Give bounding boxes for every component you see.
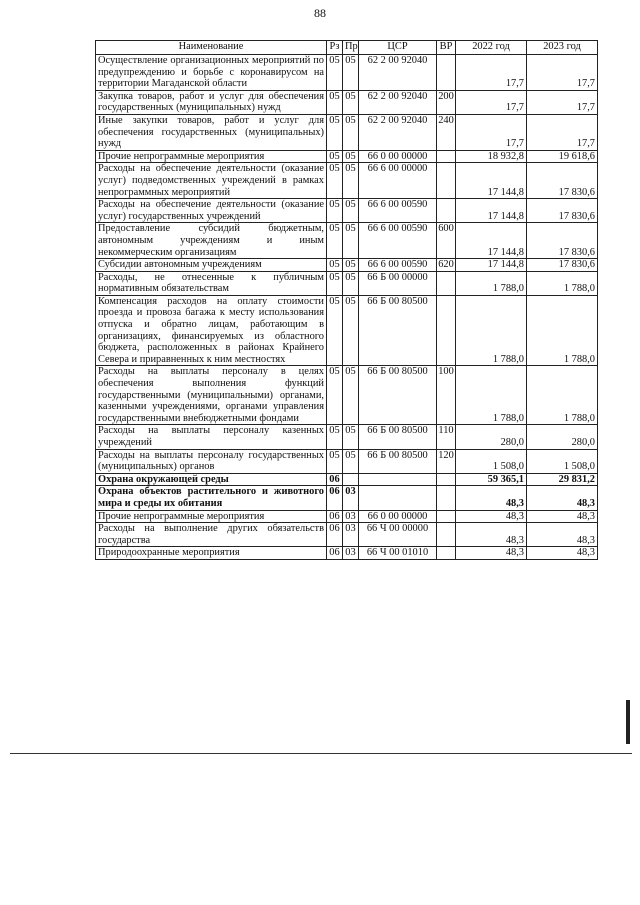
table-header-row bbox=[96, 41, 598, 55]
cell-csr: 66 Ч 00 00000 bbox=[359, 523, 437, 547]
cell-vr bbox=[437, 199, 456, 223]
cell-vr bbox=[437, 55, 456, 91]
cell-vr bbox=[437, 486, 456, 510]
cell-y2023: 17 830,6 bbox=[527, 163, 598, 199]
cell-csr: 66 0 00 00000 bbox=[359, 510, 437, 523]
table-body bbox=[96, 55, 598, 560]
cell-y2022: 18 932,8 bbox=[456, 150, 527, 163]
cell-name: Компенсация расходов на оплату стоимости проезда и провоза багажа к месту использования отпуска и обратно лицам, работающим в организациях, финансируемых из областного бюджета, расположенных в районах Крайнего Севера и приравненных к ним местностях bbox=[96, 295, 327, 366]
cell-y2022: 17 144,8 bbox=[456, 223, 527, 259]
cell-pr: 05 bbox=[343, 90, 359, 114]
cell-csr bbox=[359, 486, 437, 510]
cell-y2022: 48,3 bbox=[456, 510, 527, 523]
cell-name: Охрана окружающей среды bbox=[96, 473, 327, 486]
cell-vr: 100 bbox=[437, 366, 456, 425]
cell-pr: 05 bbox=[343, 55, 359, 91]
cell-vr bbox=[437, 163, 456, 199]
cell-vr bbox=[437, 271, 456, 295]
cell-name: Иные закупки товаров, работ и услуг для обеспечения государственных (муниципальных) нужд bbox=[96, 114, 327, 150]
table-row bbox=[96, 199, 598, 223]
cell-y2023: 1 508,0 bbox=[527, 449, 598, 473]
cell-vr bbox=[437, 523, 456, 547]
cell-y2023: 29 831,2 bbox=[527, 473, 598, 486]
cell-csr bbox=[359, 473, 437, 486]
table-row bbox=[96, 163, 598, 199]
cell-name: Расходы на обеспечение деятельности (оказание услуг) государственных учреждений bbox=[96, 199, 327, 223]
header-name: Наименование bbox=[96, 41, 327, 55]
cell-name: Расходы на выплаты персоналу государственных (муниципальных) органов bbox=[96, 449, 327, 473]
cell-pr: 03 bbox=[343, 486, 359, 510]
cell-y2023: 1 788,0 bbox=[527, 271, 598, 295]
table-row bbox=[96, 449, 598, 473]
cell-csr: 66 0 00 00000 bbox=[359, 150, 437, 163]
cell-vr bbox=[437, 295, 456, 366]
cell-csr: 66 6 00 00590 bbox=[359, 199, 437, 223]
cell-name: Осуществление организационных мероприятий по предупреждению и борьбе с коронавирусом на территории Магаданской области bbox=[96, 55, 327, 91]
cell-name: Субсидии автономным учреждениям bbox=[96, 259, 327, 272]
cell-y2022: 17,7 bbox=[456, 55, 527, 91]
table-row bbox=[96, 425, 598, 449]
scan-edge-mark bbox=[626, 700, 630, 744]
cell-rz: 06 bbox=[327, 486, 343, 510]
cell-rz: 05 bbox=[327, 55, 343, 91]
cell-y2022: 48,3 bbox=[456, 523, 527, 547]
cell-vr: 600 bbox=[437, 223, 456, 259]
cell-rz: 05 bbox=[327, 150, 343, 163]
cell-csr: 66 Б 00 80500 bbox=[359, 425, 437, 449]
cell-csr: 66 Б 00 80500 bbox=[359, 366, 437, 425]
cell-name: Природоохранные мероприятия bbox=[96, 547, 327, 560]
cell-name: Прочие непрограммные мероприятия bbox=[96, 510, 327, 523]
cell-vr bbox=[437, 547, 456, 560]
table-row bbox=[96, 547, 598, 560]
cell-pr: 03 bbox=[343, 547, 359, 560]
cell-vr bbox=[437, 150, 456, 163]
table-row bbox=[96, 486, 598, 510]
cell-rz: 06 bbox=[327, 510, 343, 523]
cell-pr: 05 bbox=[343, 199, 359, 223]
cell-rz: 05 bbox=[327, 271, 343, 295]
cell-rz: 05 bbox=[327, 366, 343, 425]
table-row bbox=[96, 223, 598, 259]
header-rz: Рз bbox=[327, 41, 343, 55]
cell-csr: 62 2 00 92040 bbox=[359, 90, 437, 114]
page-divider bbox=[10, 753, 632, 754]
cell-vr: 620 bbox=[438, 259, 454, 271]
cell-y2023: 17,7 bbox=[527, 90, 598, 114]
cell-y2023: 19 618,6 bbox=[527, 150, 598, 163]
cell-vr: 200 bbox=[437, 90, 456, 114]
cell-vr bbox=[437, 473, 456, 486]
cell-name: Расходы, не отнесенные к публичным нормативным обязательствам bbox=[96, 271, 327, 295]
table-row bbox=[96, 90, 598, 114]
cell-vr: 120 bbox=[437, 449, 456, 473]
cell-y2023: 17,7 bbox=[527, 114, 598, 150]
cell-y2022: 1 788,0 bbox=[456, 271, 527, 295]
cell-rz: 05 bbox=[327, 199, 343, 223]
cell-name: Прочие непрограммные мероприятия bbox=[96, 150, 327, 163]
cell-y2022: 48,3 bbox=[456, 486, 527, 510]
cell-pr: 05 bbox=[343, 271, 359, 295]
cell-y2023: 48,3 bbox=[527, 486, 598, 510]
cell-pr: 05 bbox=[343, 295, 359, 366]
cell-pr: 05 bbox=[343, 366, 359, 425]
cell-y2022: 1 788,0 bbox=[456, 295, 527, 366]
budget-table bbox=[95, 40, 598, 560]
cell-name: Предоставление субсидий бюджетным, автономным учреждениям и иным некоммерческим организациям bbox=[96, 223, 327, 259]
table-row bbox=[96, 271, 598, 295]
cell-rz: 05 bbox=[327, 295, 343, 366]
cell-y2023: 48,3 bbox=[527, 523, 598, 547]
cell-y2022: 280,0 bbox=[456, 425, 527, 449]
cell-rz: 06 bbox=[327, 523, 343, 547]
cell-rz: 06 bbox=[327, 547, 343, 560]
cell-y2023: 17 830,6 bbox=[527, 223, 598, 259]
cell-vr: 110 bbox=[437, 425, 456, 449]
header-csr: ЦСР bbox=[359, 41, 437, 55]
cell-pr: 03 bbox=[343, 510, 359, 523]
cell-pr: 05 bbox=[343, 223, 359, 259]
cell-name: Расходы на выплаты персоналу казенных учреждений bbox=[96, 425, 327, 449]
cell-csr: 66 6 00 00590 bbox=[359, 259, 437, 272]
table-row bbox=[96, 55, 598, 91]
cell-csr: 66 Б 00 80500 bbox=[359, 295, 437, 366]
cell-pr: 05 bbox=[343, 114, 359, 150]
header-2022: 2022 год bbox=[456, 41, 527, 55]
table-row bbox=[96, 366, 598, 425]
table-row bbox=[96, 510, 598, 523]
table-row bbox=[96, 295, 598, 366]
cell-csr: 66 6 00 00590 bbox=[359, 223, 437, 259]
cell-csr: 62 2 00 92040 bbox=[359, 114, 437, 150]
cell-y2023: 1 788,0 bbox=[527, 295, 598, 366]
cell-y2022: 17 144,8 bbox=[456, 199, 527, 223]
cell-vr: 240 bbox=[437, 114, 456, 150]
cell-y2023: 17 830,6 bbox=[527, 259, 598, 272]
cell-vr bbox=[437, 510, 456, 523]
cell-y2022: 17,7 bbox=[456, 114, 527, 150]
cell-name: Расходы на выплаты персоналу в целях обеспечения выполнения функций государственными (муниципальными) органами, казенными учреждениями, органами управления государственными внебюджетными фондами bbox=[96, 366, 327, 425]
cell-y2022: 17 144,8 bbox=[456, 259, 527, 272]
header-vr: ВР bbox=[437, 41, 456, 55]
table-row bbox=[96, 523, 598, 547]
cell-pr: 05 bbox=[343, 425, 359, 449]
header-pr: Пр bbox=[343, 41, 359, 55]
cell-csr: 66 Б 00 00000 bbox=[359, 271, 437, 295]
cell-y2023: 17,7 bbox=[527, 55, 598, 91]
cell-csr: 66 6 00 00000 bbox=[359, 163, 437, 199]
cell-pr: 05 bbox=[343, 163, 359, 199]
cell-y2023: 1 788,0 bbox=[527, 366, 598, 425]
cell-name: Расходы на выполнение других обязательств государства bbox=[96, 523, 327, 547]
cell-csr: 66 Б 00 80500 bbox=[359, 449, 437, 473]
cell-rz: 05 bbox=[327, 449, 343, 473]
table-row bbox=[96, 150, 598, 163]
cell-pr: 05 bbox=[343, 449, 359, 473]
table-row bbox=[96, 473, 598, 486]
cell-rz: 05 bbox=[327, 163, 343, 199]
cell-y2023: 17 830,6 bbox=[527, 199, 598, 223]
cell-rz: 05 bbox=[327, 114, 343, 150]
cell-rz: 05 bbox=[327, 223, 343, 259]
cell-y2022: 1 508,0 bbox=[456, 449, 527, 473]
page-number: 88 bbox=[314, 6, 326, 20]
cell-csr: 62 2 00 92040 bbox=[359, 55, 437, 91]
table-row bbox=[96, 259, 598, 272]
cell-y2023: 48,3 bbox=[527, 547, 598, 560]
cell-pr bbox=[343, 473, 359, 486]
cell-name: Охрана объектов растительного и животного мира и среды их обитания bbox=[96, 486, 327, 510]
cell-rz: 05 bbox=[327, 425, 343, 449]
cell-y2022: 1 788,0 bbox=[456, 366, 527, 425]
cell-y2022: 17 144,8 bbox=[456, 163, 527, 199]
cell-name: Расходы на обеспечение деятельности (оказание услуг) подведомственных учреждений в рамках непрограммных мероприятий bbox=[96, 163, 327, 199]
cell-y2023: 48,3 bbox=[527, 510, 598, 523]
cell-rz: 05 bbox=[327, 90, 343, 114]
table-row bbox=[96, 114, 598, 150]
cell-pr: 03 bbox=[343, 523, 359, 547]
cell-name: Закупка товаров, работ и услуг для обеспечения государственных (муниципальных) нужд bbox=[96, 90, 327, 114]
cell-y2023: 280,0 bbox=[527, 425, 598, 449]
cell-rz: 05 bbox=[327, 259, 343, 272]
cell-y2022: 17,7 bbox=[456, 90, 527, 114]
cell-pr: 05 bbox=[343, 259, 359, 272]
cell-y2022: 48,3 bbox=[456, 547, 527, 560]
cell-y2022: 59 365,1 bbox=[456, 473, 527, 486]
cell-pr: 05 bbox=[343, 150, 359, 163]
cell-csr: 66 Ч 00 01010 bbox=[359, 547, 437, 560]
header-2023: 2023 год bbox=[527, 41, 598, 55]
cell-rz: 06 bbox=[327, 473, 343, 486]
